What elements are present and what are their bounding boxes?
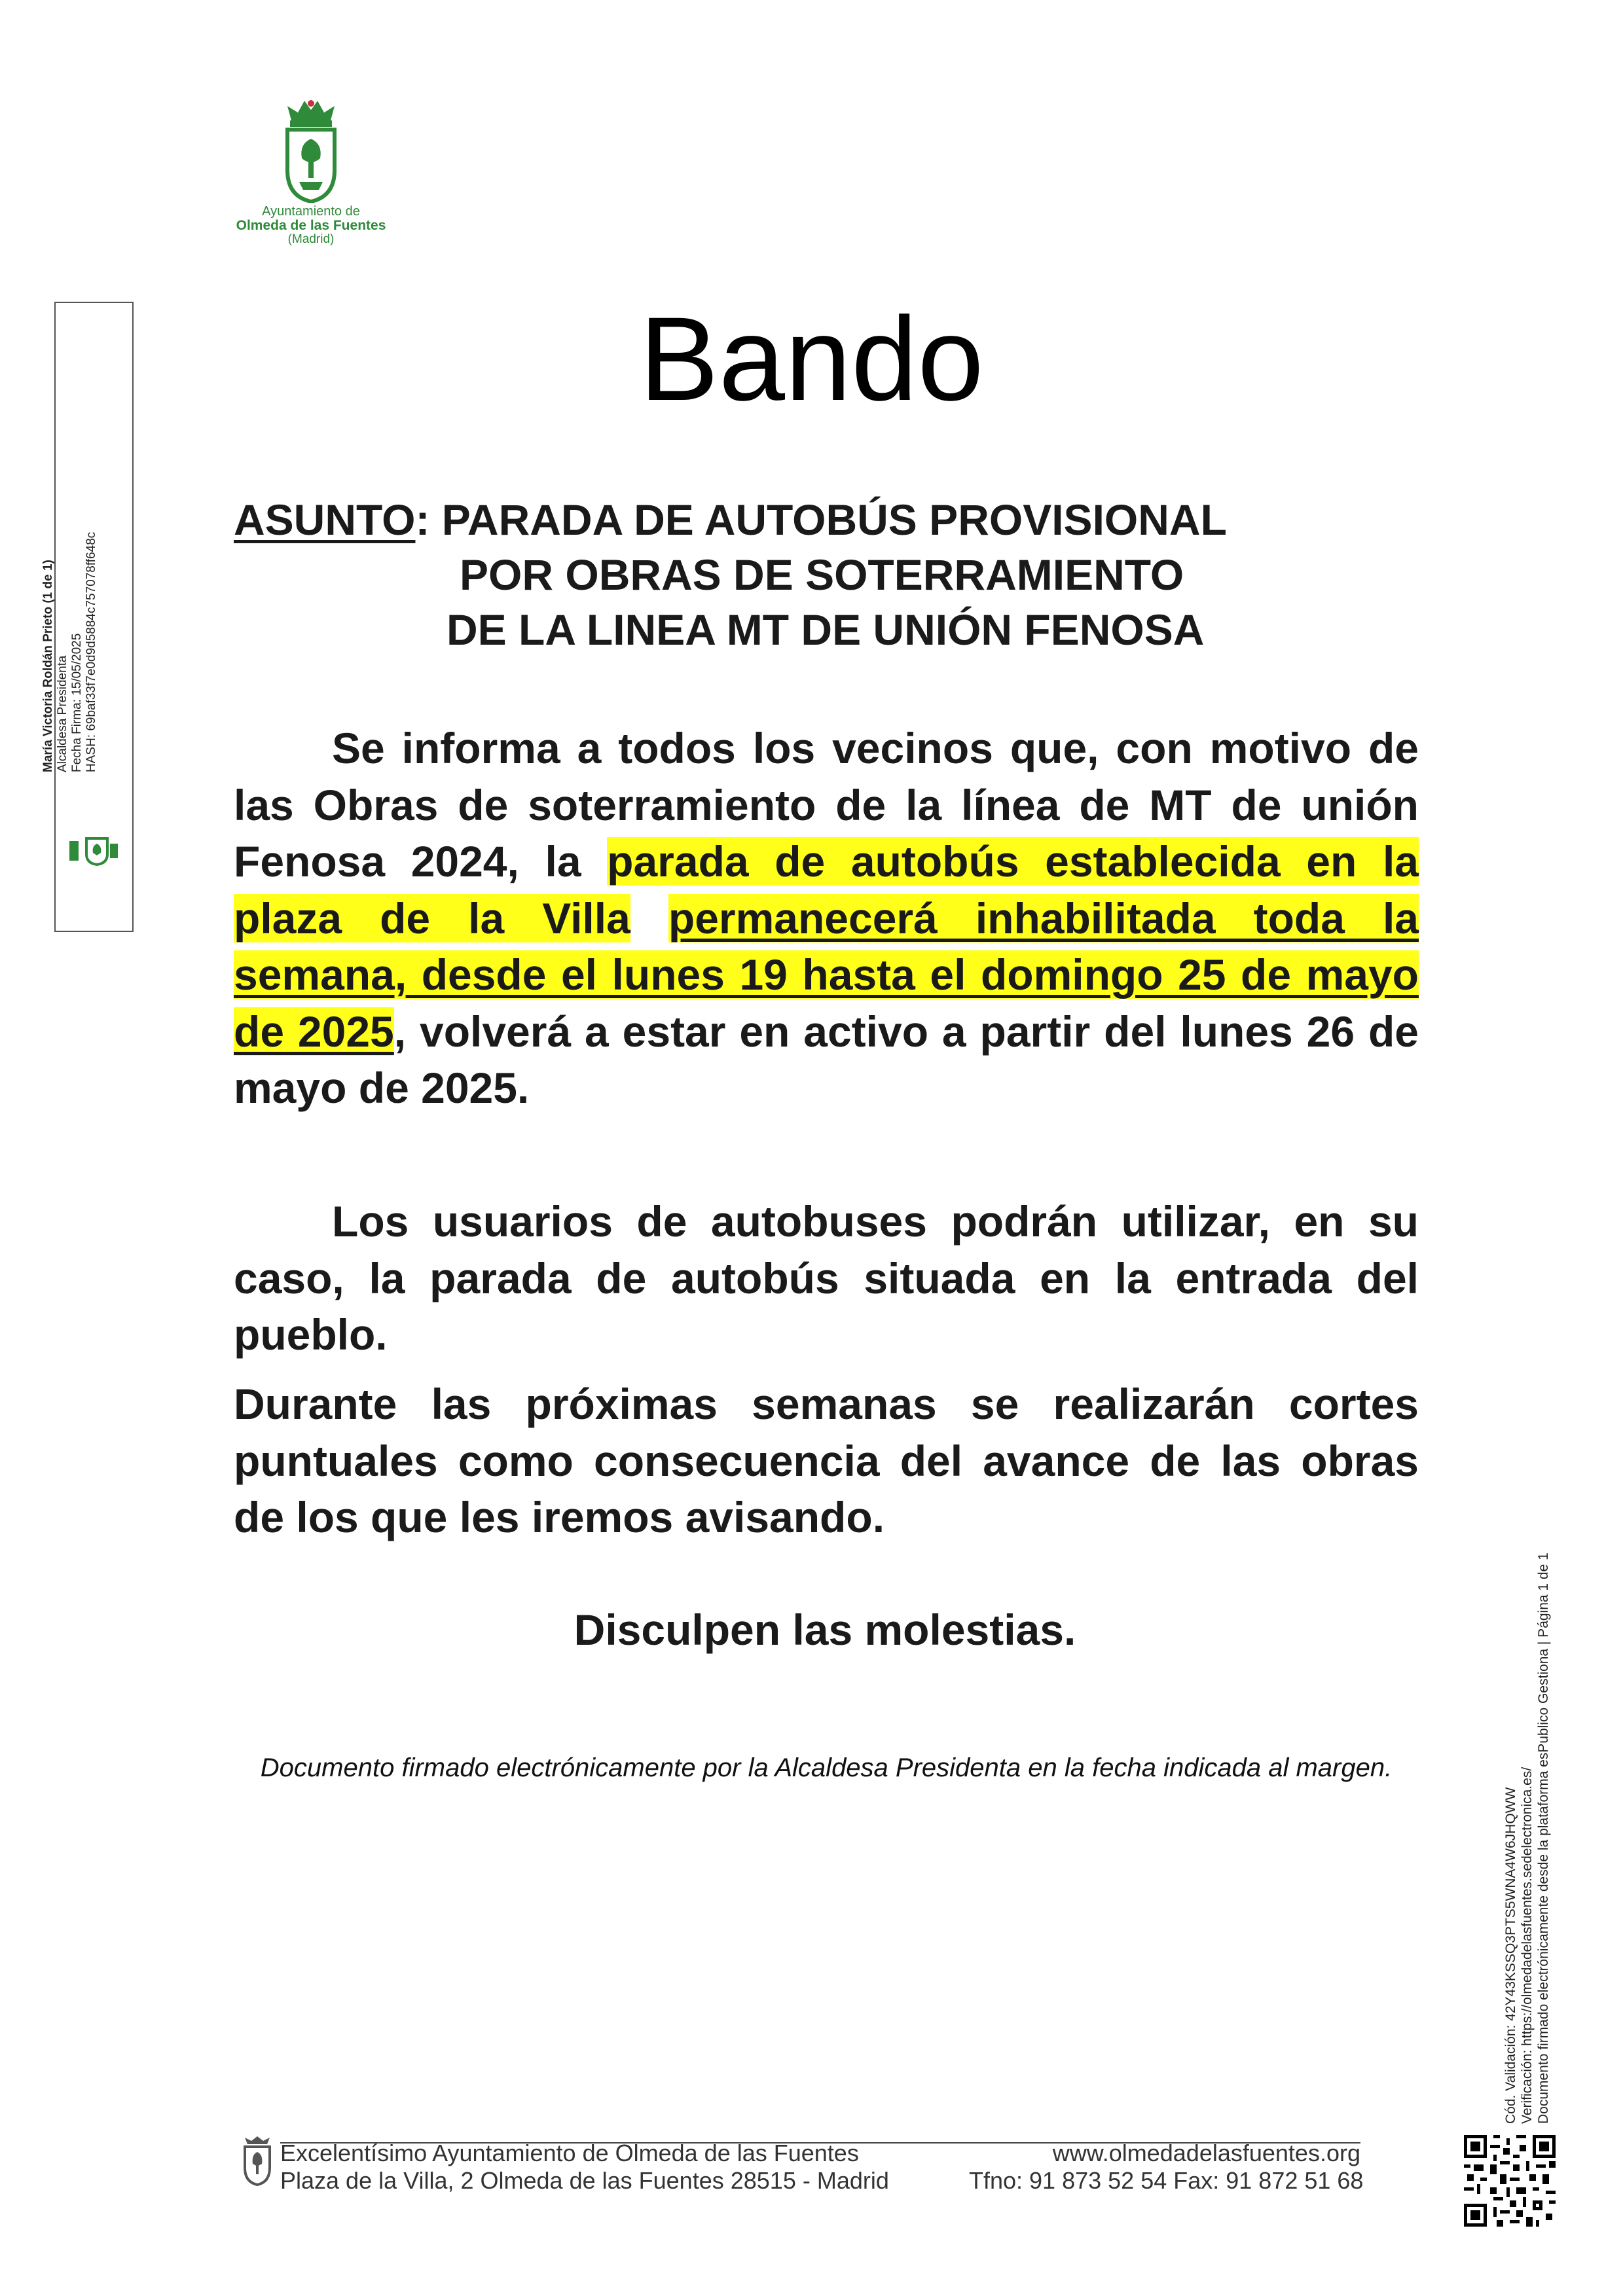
municipal-logo [232,98,390,249]
logo-line-2: Olmeda de las Fuentes [236,218,386,233]
paragraph-3: Durante las próximas semanas se realizarán cortes puntuales como consecuencia del avance de las obras de los que les iremos avisando. [234,1380,1419,1541]
subject-text-1: : PARADA DE AUTOBÚS PROVISIONAL [415,495,1227,544]
paragraph-2: Los usuarios de autobuses podrán utilizar, en su caso, la parada de autobús situada en la entrada del pueblo. [234,1197,1419,1359]
logo-line-3: (Madrid) [287,232,335,246]
electronic-signature-note: Documento firmado electrónicamente por la Alcaldesa Presidenta en la fecha indicada al margen. [260,1753,1393,1782]
coat-of-arms-icon [280,98,342,203]
subject-line-2: POR OBRAS DE SOTERRAMIENTO [460,550,1184,599]
subject-label: ASUNTO [234,495,416,544]
signature-hash: HASH: 69baf33f7e0d9d5884c757078ff648c [84,531,98,772]
verification-url[interactable]: Verificación: https://olmedadelasfuentes.sedelectronica.es/ [1520,1767,1535,2124]
platform-note: Documento firmado electrónicamente desde la plataforma esPublico Gestiona | Página 1 de 1 [1536,1552,1551,2124]
paragraph-1-space [630,894,668,942]
subject-line-3: DE LA LINEA MT DE UNIÓN FENOSA [447,605,1205,654]
signer-name: María Victoria Roldán Prieto (1 de 1) [41,560,55,772]
footer-website-link[interactable]: www.olmedadelasfuentes.org [1052,2140,1360,2166]
logo-line-1: Ayuntamiento de [262,204,360,219]
highlighted-closure-dates: permanecerá inhabilitada toda la semana, desde el lunes 19 hasta el domingo 25 de mayo de 2025 [234,893,1419,1056]
footer-logo-icon [241,2135,274,2191]
paragraph-1-start: Se informa a todos los vecinos que, con motivo de las Obras de soterramiento de la línea de MT de unión Fenosa 2024, la [234,724,1419,886]
document-title: Bando [639,292,984,425]
qr-code-icon [1464,2135,1556,2227]
signature-logo-icon [68,834,120,870]
subject-block [234,492,1412,657]
footer-address: Plaza de la Villa, 2 Olmeda de las Fuentes 28515 - Madrid [280,2167,889,2194]
highlighted-bus-stop: parada de autobús establecida en la plaza de la Villa [234,837,1419,942]
paragraph-1-end: , volverá a estar en activo a partir del lunes 26 de mayo de 2025. [234,1007,1419,1112]
paragraph-1 [234,720,1419,1117]
signature-date: Fecha Firma: 15/05/2025 [70,633,84,772]
subject-line-1 [234,492,1412,547]
validation-code: Cód. Validación: 42Y43KSSQ3PTS5WNA4W6JHQWW [1503,1787,1518,2124]
signer-role: Alcaldesa Presidenta [56,655,69,772]
verification-block [1503,1404,1575,2124]
footer-council-name: Excelentísimo Ayuntamiento de Olmeda de las Fuentes [280,2140,859,2166]
signature-details [41,445,133,772]
closing-line: Disculpen las molestias. [574,1605,1076,1654]
footer-phone-fax: Tfno: 91 873 52 54 Fax: 91 872 51 68 [969,2167,1364,2194]
